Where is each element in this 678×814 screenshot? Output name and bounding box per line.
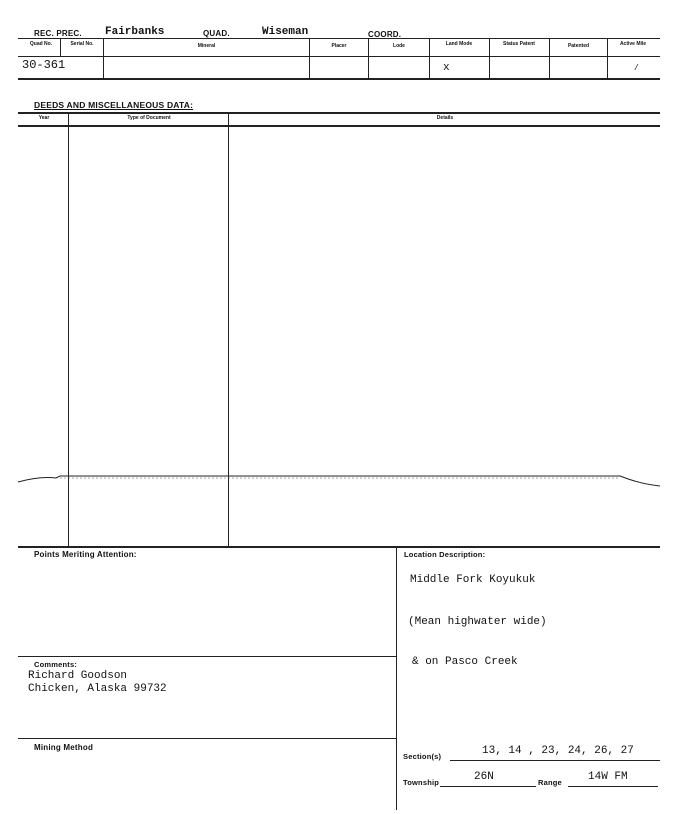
col-header-quad-no: Quad No. <box>29 41 53 47</box>
col-header-placer: Placer <box>331 43 347 49</box>
township-label: Township <box>403 778 440 787</box>
sections-label: Section(s) <box>403 752 442 761</box>
range-value: 14W FM <box>588 771 628 783</box>
quad-label: QUAD. <box>203 29 230 38</box>
top-table-rule-2 <box>18 56 660 57</box>
top-col-divider <box>429 38 430 78</box>
col-header-mineral: Mineral <box>197 43 216 49</box>
comments-rule <box>18 656 396 657</box>
location-label: Location Description: <box>404 550 486 559</box>
comments-line-2: Chicken, Alaska 99732 <box>28 683 167 695</box>
comments-label: Comments: <box>34 660 78 669</box>
land-mode-mark: x <box>443 62 450 74</box>
deeds-col-details: Details <box>436 115 454 121</box>
range-underline <box>568 786 658 787</box>
deeds-col-type: Type of Document <box>127 115 171 121</box>
quad-serial-value: 30-361 <box>22 58 66 72</box>
col-header-serial-no: Serial No. <box>70 41 94 47</box>
deeds-col-year: Year <box>38 115 50 121</box>
deeds-title: DEEDS AND MISCELLANEOUS DATA: <box>34 100 194 110</box>
points-label: Points Meriting Attention: <box>34 550 137 559</box>
lower-center-divider <box>396 546 397 810</box>
township-value: 26N <box>474 771 494 783</box>
township-underline <box>440 786 536 787</box>
deeds-top-rule <box>18 112 660 114</box>
active-mile-mark: / <box>634 64 639 73</box>
col-header-land-mode: Land Mode <box>445 41 473 47</box>
col-header-lode: Lode <box>393 43 405 49</box>
rec-prec-value: Fairbanks <box>105 26 165 38</box>
comments-line-1: Richard Goodson <box>28 670 128 682</box>
coord-label: COORD. <box>368 30 402 39</box>
top-table-rule-3 <box>18 78 660 80</box>
location-line-3: & on Pasco Creek <box>412 656 518 668</box>
col-header-active-mile: Active Mile <box>619 41 647 47</box>
page-fold-line <box>0 468 678 492</box>
col-header-status-patent: Status Patent <box>503 41 535 47</box>
mining-rule <box>18 738 396 739</box>
lower-top-rule <box>18 546 660 548</box>
quad-value: Wiseman <box>262 26 309 38</box>
top-col-divider <box>607 38 608 78</box>
location-line-2: (Mean highwater wide) <box>408 616 547 628</box>
top-col-divider <box>489 38 490 78</box>
top-table-rule-1 <box>18 38 660 39</box>
range-label: Range <box>538 778 562 787</box>
sections-value: 13, 14 , 23, 24, 26, 27 <box>482 745 634 757</box>
sections-underline <box>450 760 660 761</box>
deeds-header-rule <box>18 125 660 127</box>
col-header-patented: Patented <box>567 43 590 49</box>
mining-method-label: Mining Method <box>34 743 94 752</box>
top-col-divider <box>60 38 61 56</box>
location-line-1: Middle Fork Koyukuk <box>410 574 536 586</box>
rec-prec-label: REC. PREC. <box>34 29 82 38</box>
